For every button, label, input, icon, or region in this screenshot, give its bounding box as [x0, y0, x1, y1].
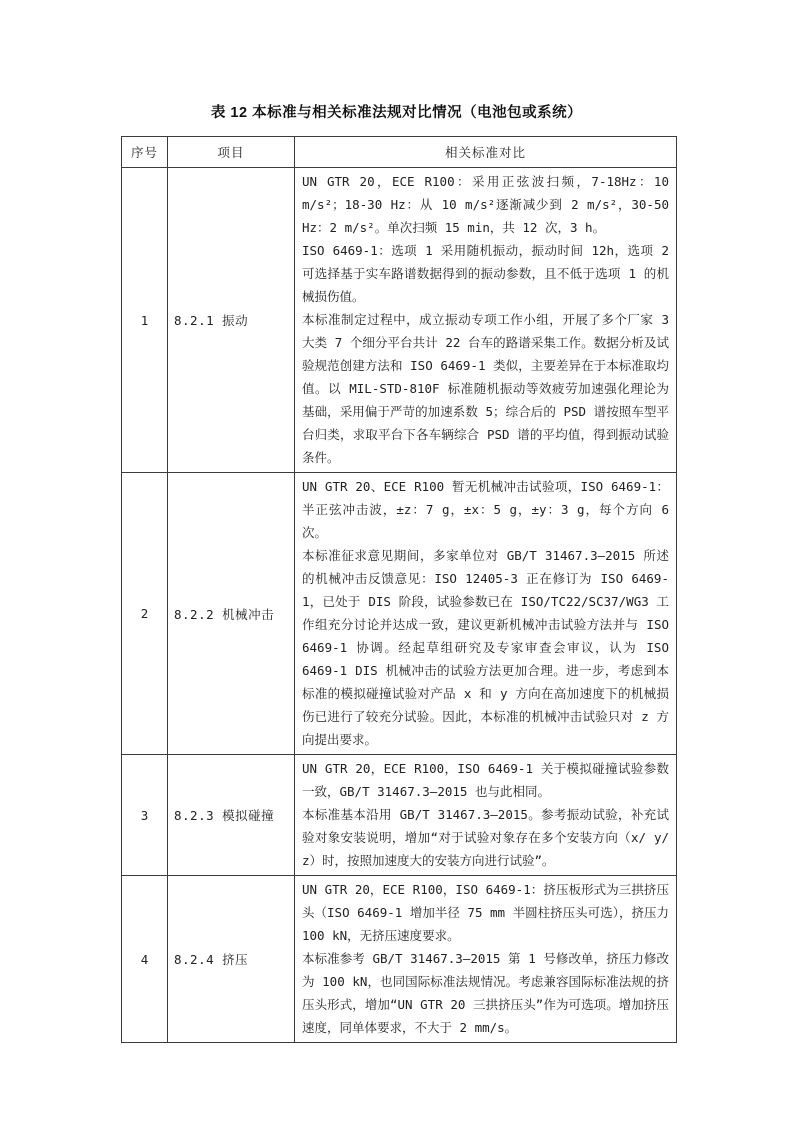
- row-comparison: [295, 755, 677, 876]
- row-item: 8.2.2 机械冲击: [168, 473, 295, 755]
- row-index: 2: [122, 473, 168, 755]
- paragraph: ISO 6469-1：选项 1 采用随机振动，振动时间 12h，选项 2 可选择基于实车路谱数据得到的振动参数，且不低于选项 1 的机械损伤值。: [302, 243, 669, 304]
- header-cell-index: 序号: [122, 137, 168, 168]
- paragraph: 本标准基本沿用 GB/T 31467.3—2015。参考振动试验，补充试验对象安装说明，增加“对于试验对象存在多个安装方向（x/ y/ z）时，按照加速度大的安装方向进行试验”。: [302, 807, 669, 868]
- paragraph: 本标准参考 GB/T 31467.3—2015 第 1 号修改单，挤压力修改为 100 kN，也同国际标准法规情况。考虑兼容国际标准法规的挤压头形式，增加“UN GTR 20 三拱挤压头”作为可选项。增加挤压速度，同单体要求，不大于 2 mm/s。: [302, 951, 669, 1035]
- table-row: [122, 755, 677, 876]
- paragraph: 本标准制定过程中，成立振动专项工作小组，开展了多个厂家 3 大类 7 个细分平台共计 22 台车的路谱采集工作。数据分析及试验规范创建方法和 ISO 6469-1 类似，主要差异在于本标准取均值。以 MIL-STD-810F 标准随机振动等效疲劳加速强化理论为基础，采用偏于严苛的加速系数 5；综合后的 PSD 谱按照车型平台归类，求取平台下各车辆综合 PSD 谱的平均值，得到振动试验条件。: [302, 312, 669, 465]
- table-row: [122, 168, 677, 473]
- row-index: 4: [122, 876, 168, 1043]
- table-header-row: [122, 137, 677, 168]
- row-item: 8.2.1 振动: [168, 168, 295, 473]
- row-index: 1: [122, 168, 168, 473]
- row-comparison: [295, 473, 677, 755]
- header-cell-item: 项目: [168, 137, 295, 168]
- row-index: 3: [122, 755, 168, 876]
- table-caption: 表 12 本标准与相关标准法规对比情况（电池包或系统）: [210, 105, 583, 121]
- paragraph: UN GTR 20，ECE R100，ISO 6469-1：挤压板形式为三拱挤压头（ISO 6469-1 增加半径 75 mm 半圆柱挤压头可选），挤压力 100 kN，无挤压速度要求。: [302, 882, 669, 943]
- table-row: [122, 473, 677, 755]
- header-cell-comparison: 相关标准对比: [295, 137, 677, 168]
- table-row: [122, 876, 677, 1043]
- row-item: 8.2.3 模拟碰撞: [168, 755, 295, 876]
- standards-comparison-table: [121, 136, 677, 1043]
- paragraph: UN GTR 20、ECE R100 暂无机械冲击试验项，ISO 6469-1：半正弦冲击波，±z：7 g，±x：5 g，±y：3 g，每个方向 6 次。: [302, 479, 669, 540]
- row-comparison: [295, 876, 677, 1043]
- paragraph: 本标准征求意见期间，多家单位对 GB/T 31467.3—2015 所述的机械冲击反馈意见：ISO 12405-3 正在修订为 ISO 6469-1，已处于 DIS 阶段，试验参数已在 ISO/TC22/SC37/WG3 工作组充分讨论并达成一致，建议更新机械冲击试验方法并与 ISO 6469-1 协调。经起草组研究及专家审查会审议，认为 ISO 6469-1 DIS 机械冲击的试验方法更加合理。进一步，考虑到本标准的模拟碰撞试验对产品 x 和 y 方向在高加速度下的机械损伤已进行了较充分试验。因此，本标准的机械冲击试验只对 z 方向提出要求。: [302, 548, 669, 747]
- paragraph: UN GTR 20，ECE R100，ISO 6469-1 关于模拟碰撞试验参数一致，GB/T 31467.3—2015 也与此相同。: [302, 761, 669, 799]
- row-item: 8.2.4 挤压: [168, 876, 295, 1043]
- paragraph: UN GTR 20，ECE R100：采用正弦波扫频，7-18Hz：10 m/s²；18-30 Hz：从 10 m/s²逐渐减少到 2 m/s²，30-50 Hz：2 m/s²。单次扫频 15 min，共 12 次，3 h。: [302, 174, 669, 235]
- row-comparison: [295, 168, 677, 473]
